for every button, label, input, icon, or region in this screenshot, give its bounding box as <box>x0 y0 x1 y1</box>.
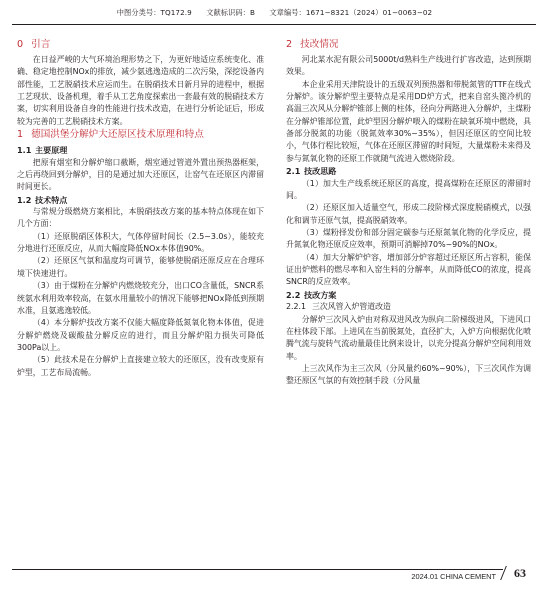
subsection-heading: 2.2 技改方案 <box>286 289 337 300</box>
paragraph: 与常规分级燃烧方案相比，本脱硝技改方案的基本特点体现在如下几个方面： <box>17 207 264 229</box>
article-number: 文章编号：1671−8321（2024）01−0063−02 <box>269 8 433 17</box>
left-column <box>17 38 264 379</box>
page-header <box>0 8 549 18</box>
list-item: （2）还原区加入适量空气，形成二段阶梯式深度脱硝模式，以强化和调节还原气氛，提高脱硝效率。 <box>286 203 531 225</box>
journal-name: 2024.01 CHINA CEMENT <box>411 572 496 581</box>
paragraph: 本企业采用天津院设计的五级双列预热器和带脱氮管的TTF在线式分解炉。该分解炉型主要特点是采用DD炉方式，把来自窑头篦冷机的高温三次风从分解炉锥部上侧的柱体，径向分两路进入分解炉，主煤粉在分解炉锥部位置，此炉型因分解炉喂入的煤粉在缺氧环境中燃烧，具备部分脱氮的功能（脱氮效率30%~35%），但因还原区的空间比较小，气体行程比较短，气体在还原区滞留的时间短，大量煤粉未来得及参与氮氧化物的还原工作就随气流进入燃烧阶段。 <box>286 79 531 163</box>
clc-number: 中图分类号：TQ172.9 <box>116 8 192 17</box>
list-item: （3）煤粉择发份和部分固定碳参与还原氮氧化物的化学反应，提升氮氧化物还原反应效率，预期可消解掉70%~90%的NOx。 <box>286 227 531 250</box>
subsection-heading: 1.1 主要原理 <box>17 145 68 156</box>
paragraph: 分解炉三次风入炉由对称双进风改为纵向二阶梯级进风，下进风口在柱体段下部。上进风在当前脱氮处，直径扩大，入炉方向根据优化喷腾气流与旋转气流动量最佳比例来设计，以充分提高分解炉空间利用效率。 <box>286 314 531 361</box>
section-heading: 1 德国洪堡分解炉大还原区技术原理和特点 <box>17 129 204 141</box>
subsection-heading: 2.1 技改思路 <box>286 166 337 177</box>
list-item: （3）由于煤粉在分解炉内燃烧较充分，出口CO含量低，SNCR系统氨水利用效率较高，在氨水用量较小的情况下能够把NOx降低到预期水准，且氨逃逸较低。 <box>17 281 264 315</box>
paragraph: 河北某水泥有限公司5000t/d熟料生产线进行扩容改造，达到预期效果。 <box>286 55 531 77</box>
paragraph: 把原有烟室和分解炉缩口截断，烟室通过管道外置出预热器框架，之后再绕回到分解炉，目的是通过加大还原区，让窑气在还原区内滞留时间更长。 <box>17 157 264 192</box>
subsection-heading: 1.2 技术特点 <box>17 194 68 205</box>
section-heading: 0 引言 <box>17 39 51 50</box>
list-item: （5）此技术是在分解炉上直接建立较大的还原区，没有改变原有炉型，工艺布局流畅。 <box>17 355 264 377</box>
list-item: （4）本分解炉技改方案不仅能大幅度降低氮氧化物本体值，促进分解炉燃烧及碳酸盐分解反应的进行，而且分解炉阻力损失可降低300Pa以上。 <box>17 318 264 352</box>
header-divider <box>12 24 536 25</box>
section-heading: 2 技改情况 <box>286 39 339 50</box>
list-item: （2）还原区气氛和温度均可调节，能够使脱硝还原反应在合理环境下快速进行。 <box>17 256 264 278</box>
list-item: （1）加大生产线系统还原区的高度，提高煤粉在还原区的滞留时间。 <box>286 178 531 200</box>
list-item: （1）还原脱硝区体积大，气体停留时间长（2.5~3.0s），能较充分地进行还原反应，从而大幅度降低NOx本体值90%。 <box>17 231 264 254</box>
footer-divider <box>12 569 503 570</box>
document-code: 文献标识码：B <box>206 8 255 17</box>
subsubsection-heading: 2.2.1 三次风管入炉管道改造 <box>286 302 391 312</box>
list-item: （4）加大分解炉炉容，增加部分炉容超过还原区所占容积，能保证出炉燃料的燃尽率和入窑生料的分解率，从而降低CO的浓度，提高SNCR的反应效率。 <box>286 252 531 287</box>
paragraph: 在日益严峻的大气环境治理形势之下，为更好地适应系统变化、准确、稳定地控制NOx的排放，减少氨逃逸造成的二次污染，深挖设备内部性能，工艺脱硝技术应运而生。在脱硝技术日新月异的进程中，根据工艺现状、设备机理，着手从工艺角度探索出一套最有效的脱硝技术方案，切实利用设备自身的性能进行技术改造，在进行分析论证后，形成较为完善的工艺脱硝技术方案。 <box>17 55 264 126</box>
right-column <box>286 38 531 388</box>
paragraph: 上三次风作为主三次风（分风量约60%~90%），下三次风作为调整还原区气氛的有效控制手段（分风量 <box>286 364 531 386</box>
page-number: 63 <box>514 566 526 580</box>
